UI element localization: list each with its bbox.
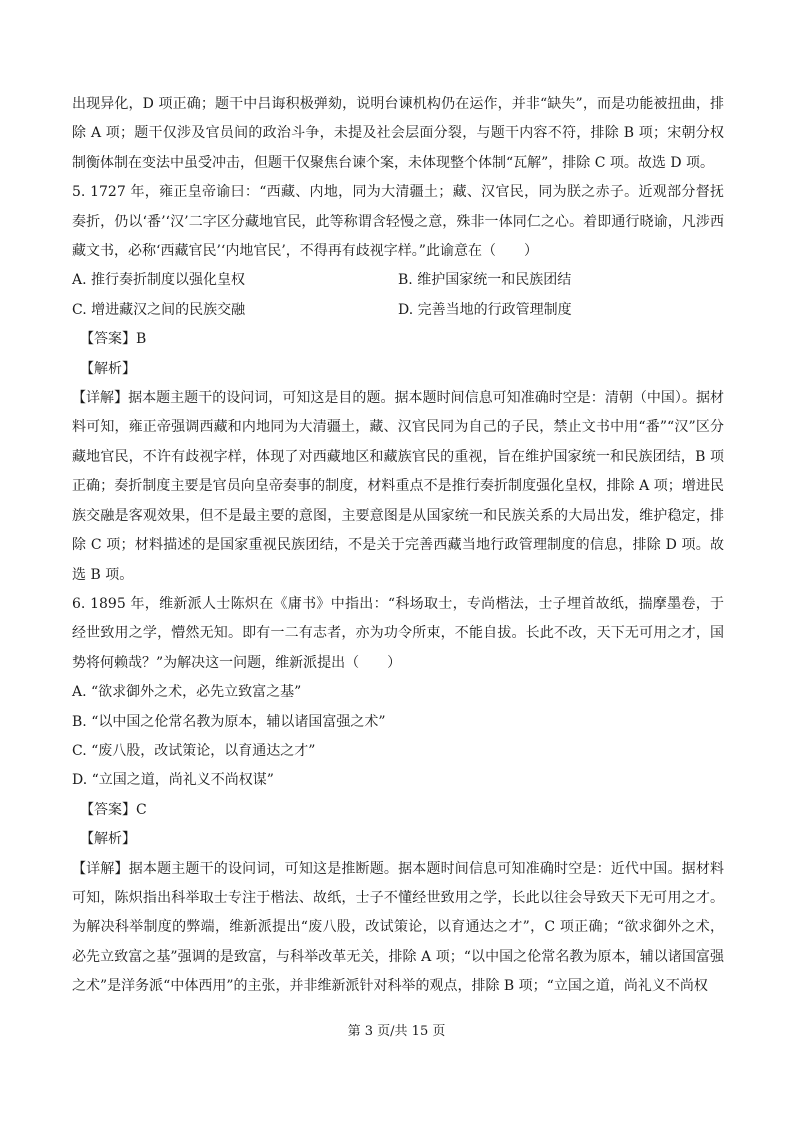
question-6-stem: 6. 1895 年，维新派人士陈炽在《庸书》中指出：“科场取士，专尚楷法，士子埋首故纸，揣摩墨卷，于经世致用之学，懵然无知。即有一二有志者，亦为功令所束，不能自拔。长此不改，天下无可用之才，国势将何赖哉？”为解决这一问题，维新派提出（ ） [72, 595, 724, 671]
question-6-answer: 【答案】C [80, 801, 147, 818]
question-6-option-a: A. “欲求御外之术，必先立致富之基” [72, 684, 302, 701]
page-content [72, 90, 724, 1002]
question-5-option-d: D. 完善当地的行政管理制度 [398, 301, 572, 318]
question-5-option-a: A. 推行奏折制度以强化皇权 [72, 272, 246, 289]
question-5-stem: 5. 1727 年，雍正皇帝谕曰：“西藏、内地，同为大清疆土；藏、汉官民，同为朕之赤子。近观部分督抚奏折，仍以‘番’‘汉’二字区分藏地官民，此等称谓含轻慢之意，殊非一体同仁之心。着即通行晓谕，凡涉西藏文书，必称‘西藏官民’‘内地官民’，不得再有歧视字样。”此谕意在（ ） [72, 184, 724, 260]
question-5-answer: 【答案】B [80, 331, 147, 348]
question-5-detail: 【详解】据本题主题干的设问词，可知这是目的题。据本题时间信息可知准确时空是：清朝（中国）。据材料可知，雍正帝强调西藏和内地同为大清疆土，藏、汉官民同为自己的子民，禁止文书中用“番”“汉”区分藏地官民，不许有歧视字样，体现了对西藏地区和藏族官民的重视，旨在维护国家统一和民族团结，B 项正确；奏折制度主要是官员向皇帝奏事的制度，材料重点不是推行奏折制度强化皇权，排除 A 项；增进民族交融是客观效果，但不是最主要的意图，主要意图是从国家统一和民族关系的大局出发，维护稳定，排除 C 项；材料描述的是国家重视民族团结，不是关于完善西藏当地行政管理制度的信息，排除 D 项。故选 B 项。 [72, 390, 724, 583]
question-5-option-c: C. 增进藏汉之间的民族交融 [72, 301, 246, 318]
page-footer: 第 3 页/共 15 页 [347, 1024, 446, 1039]
question-6-option-d: D. “立国之道，尚礼义不尚权谋” [72, 772, 274, 789]
question-5-options-row-1 [72, 266, 724, 295]
question-5-option-b: B. 维护国家统一和民族团结 [398, 272, 572, 289]
previous-analysis-continuation: 出现异化，D 项正确；题干中吕诲积极弹劾，说明台谏机构仍在运作，并非“缺失”，而是功能被扭曲，排除 A 项；题干仅涉及官员间的政治斗争，未提及社会层面分裂，与题干内容不符，排除 B 项；宋朝分权制衡体制在变法中虽受冲击，但题干仅聚焦台谏个案，未体现整个体制“瓦解”，排除 C 项。故选 D 项。 [72, 96, 724, 171]
question-5-analysis-heading: 【解析】 [80, 360, 136, 377]
question-6-detail: 【详解】据本题主题干的设问词，可知这是推断题。据本题时间信息可知准确时空是：近代中国。据材料可知，陈炽指出科举取士专注于楷法、故纸，士子不懂经世致用之学，长此以往会导致天下无可用之才。为解决科举制度的弊端，维新派提出“废八股，改试策论，以育通达之才”，C 项正确；“欲求御外之术，必先立致富之基”强调的是致富，与科举改革无关，排除 A 项；“以中国之伦常名教为原本，辅以诸国富强之术”是洋务派“中体西用”的主张，并非维新派针对科举的观点，排除 B 项；“立国之道，尚礼义不尚权 [72, 860, 724, 995]
question-6-analysis-heading: 【解析】 [80, 831, 136, 848]
question-6-option-c: C. “废八股，改试策论，以育通达之才” [72, 742, 316, 759]
question-6-option-b: B. “以中国之伦常名教为原本，辅以诸国富强之术” [72, 713, 386, 730]
question-5-options-row-2 [72, 296, 724, 325]
